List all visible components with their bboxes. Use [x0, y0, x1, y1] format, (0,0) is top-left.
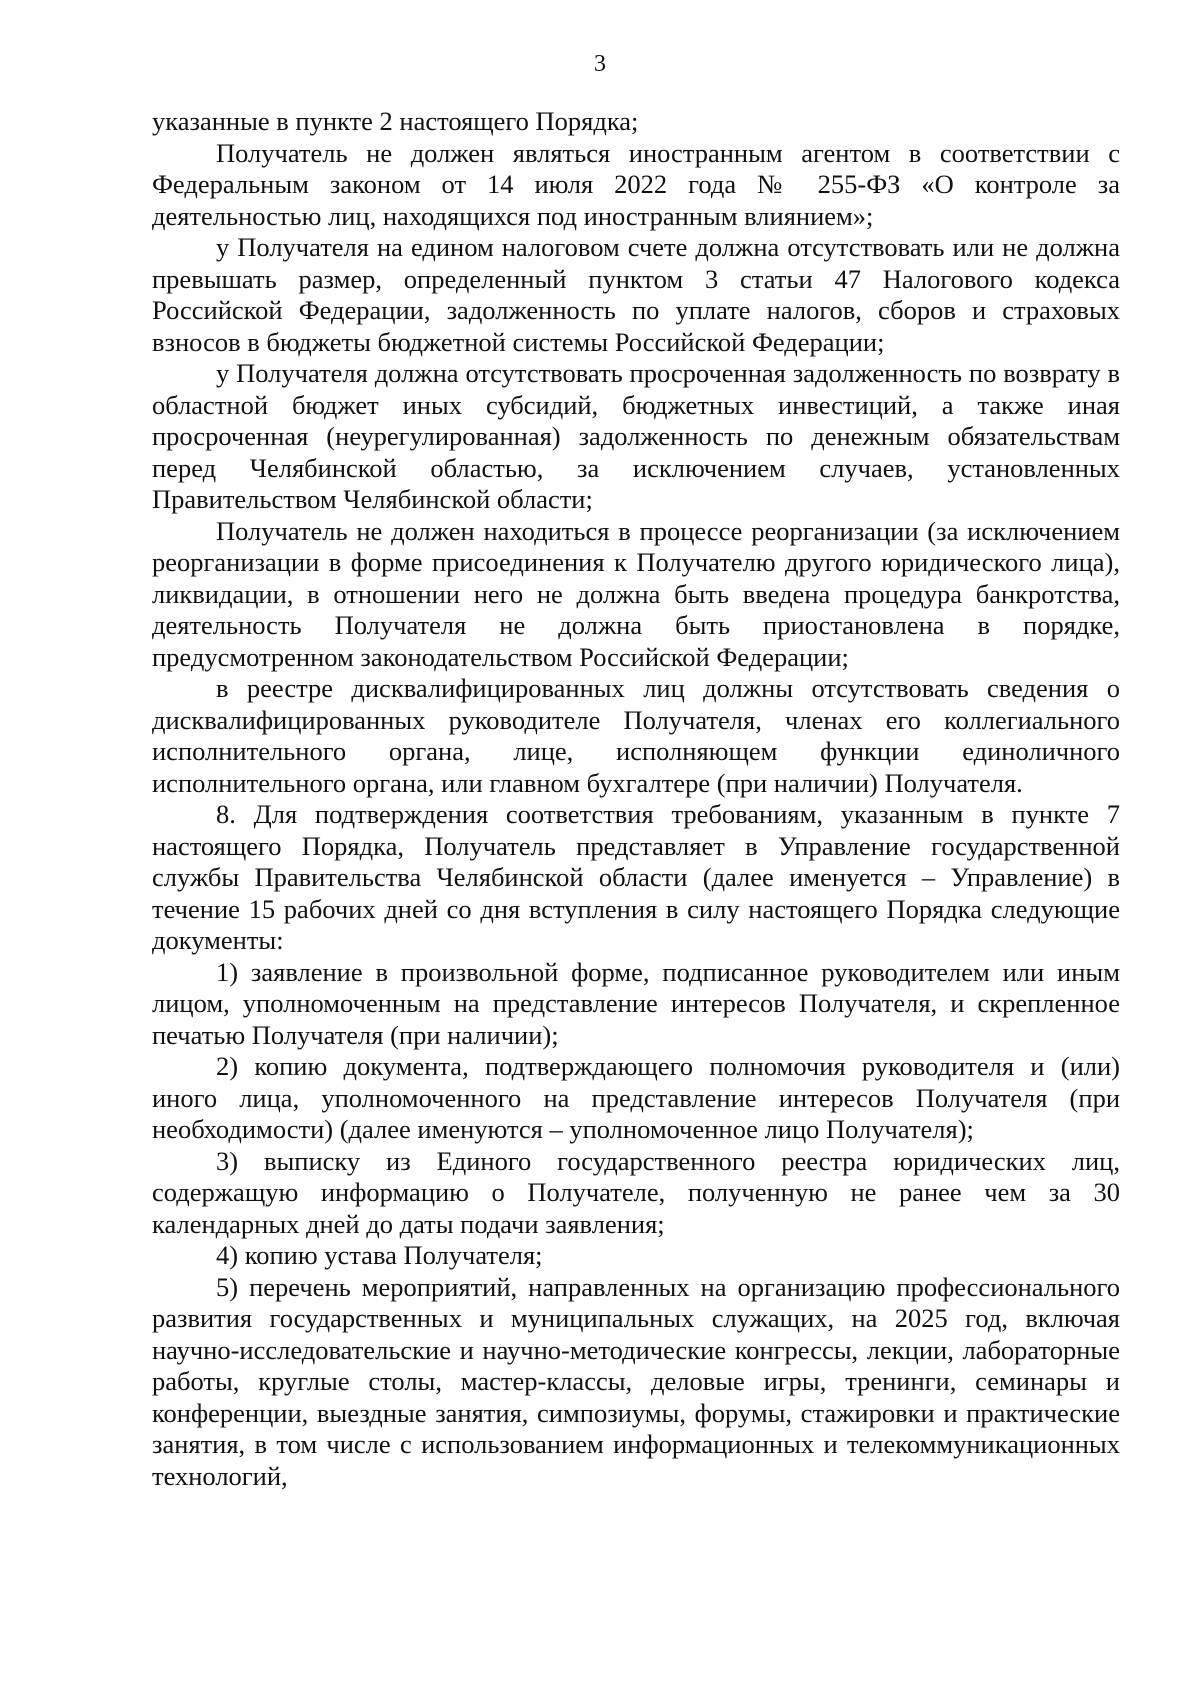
paragraph: в реестре дисквалифицированных лиц должны отсутствовать сведения о дисквалифицированных руководителе Получателя, членах его коллегиального исполнительного органа, лице, исполняющем функции единоличного исполнительного органа, или главном бухгалтере (при наличии) Получателя. — [152, 673, 1120, 798]
paragraph: 1) заявление в произвольной форме, подписанное руководителем или иным лицом, уполномоченным на представление интересов Получателя, и скрепленное печатью Получателя (при наличии); — [152, 956, 1120, 1050]
page-number: 3 — [594, 51, 606, 77]
paragraph: у Получателя на едином налоговом счете должна отсутствовать или не должна превышать размер, определенный пунктом 3 статьи 47 Налогового кодекса Российской Федерации, задолженность по уплате налогов, сборов и страховых взносов в бюджеты бюджетной системы Российской Федерации; — [152, 232, 1120, 357]
paragraph: 3) выписку из Единого государственного реестра юридических лиц, содержащую информацию о Получателе, полученную не ранее чем за 30 календарных дней до даты подачи заявления; — [152, 1145, 1120, 1239]
paragraph: у Получателя должна отсутствовать просроченная задолженность по возврату в областной бюджет иных субсидий, бюджетных инвестиций, а также иная просроченная (неурегулированная) задолженность по денежным обязательствам перед Челябинской областью, за исключением случаев, установленных Правительством Челябинской области; — [152, 358, 1120, 514]
document-body — [152, 106, 1120, 1492]
paragraph: 4) копию устава Получателя; — [216, 1240, 543, 1270]
paragraph: 8. Для подтверждения соответствия требованиям, указанным в пункте 7 настоящего Порядка, Получатель представляет в Управление государственной службы Правительства Челябинской области (далее именуется – Управление) в течение 15 рабочих дней со дня вступления в силу настоящего Порядка следующие документы: — [152, 799, 1120, 955]
paragraph: 5) перечень мероприятий, направленных на организацию профессионального развития государственных и муниципальных служащих, на 2025 год, включая научно-исследовательские и научно-методические конгрессы, лекции, лабораторные работы, круглые столы, мастер-классы, деловые игры, тренинги, семинары и конференции, выездные занятия, симпозиумы, форумы, стажировки и практические занятия, в том числе с использованием информационных и телекоммуникационных технологий, — [152, 1271, 1120, 1491]
paragraph: 2) копию документа, подтверждающего полномочия руководителя и (или) иного лица, уполномоченного на представление интересов Получателя (при необходимости) (далее именуются – уполномоченное лицо Получателя); — [152, 1051, 1120, 1144]
paragraph: Получатель не должен являться иностранным агентом в соответствии с Федеральным законом от 14 июля 2022 года № 255-ФЗ «О контроле за деятельностью лиц, находящихся под иностранным влиянием»; — [152, 137, 1120, 231]
paragraph: указанные в пункте 2 настоящего Порядка; — [152, 106, 639, 136]
paragraph: Получатель не должен находиться в процессе реорганизации (за исключением реорганизации в форме присоединения к Получателю другого юридического лица), ликвидации, в отношении него не должна быть введена процедура банкротства, деятельность Получателя не должна быть приостановлена в порядке, предусмотренном законодательством Российской Федерации; — [152, 515, 1120, 672]
